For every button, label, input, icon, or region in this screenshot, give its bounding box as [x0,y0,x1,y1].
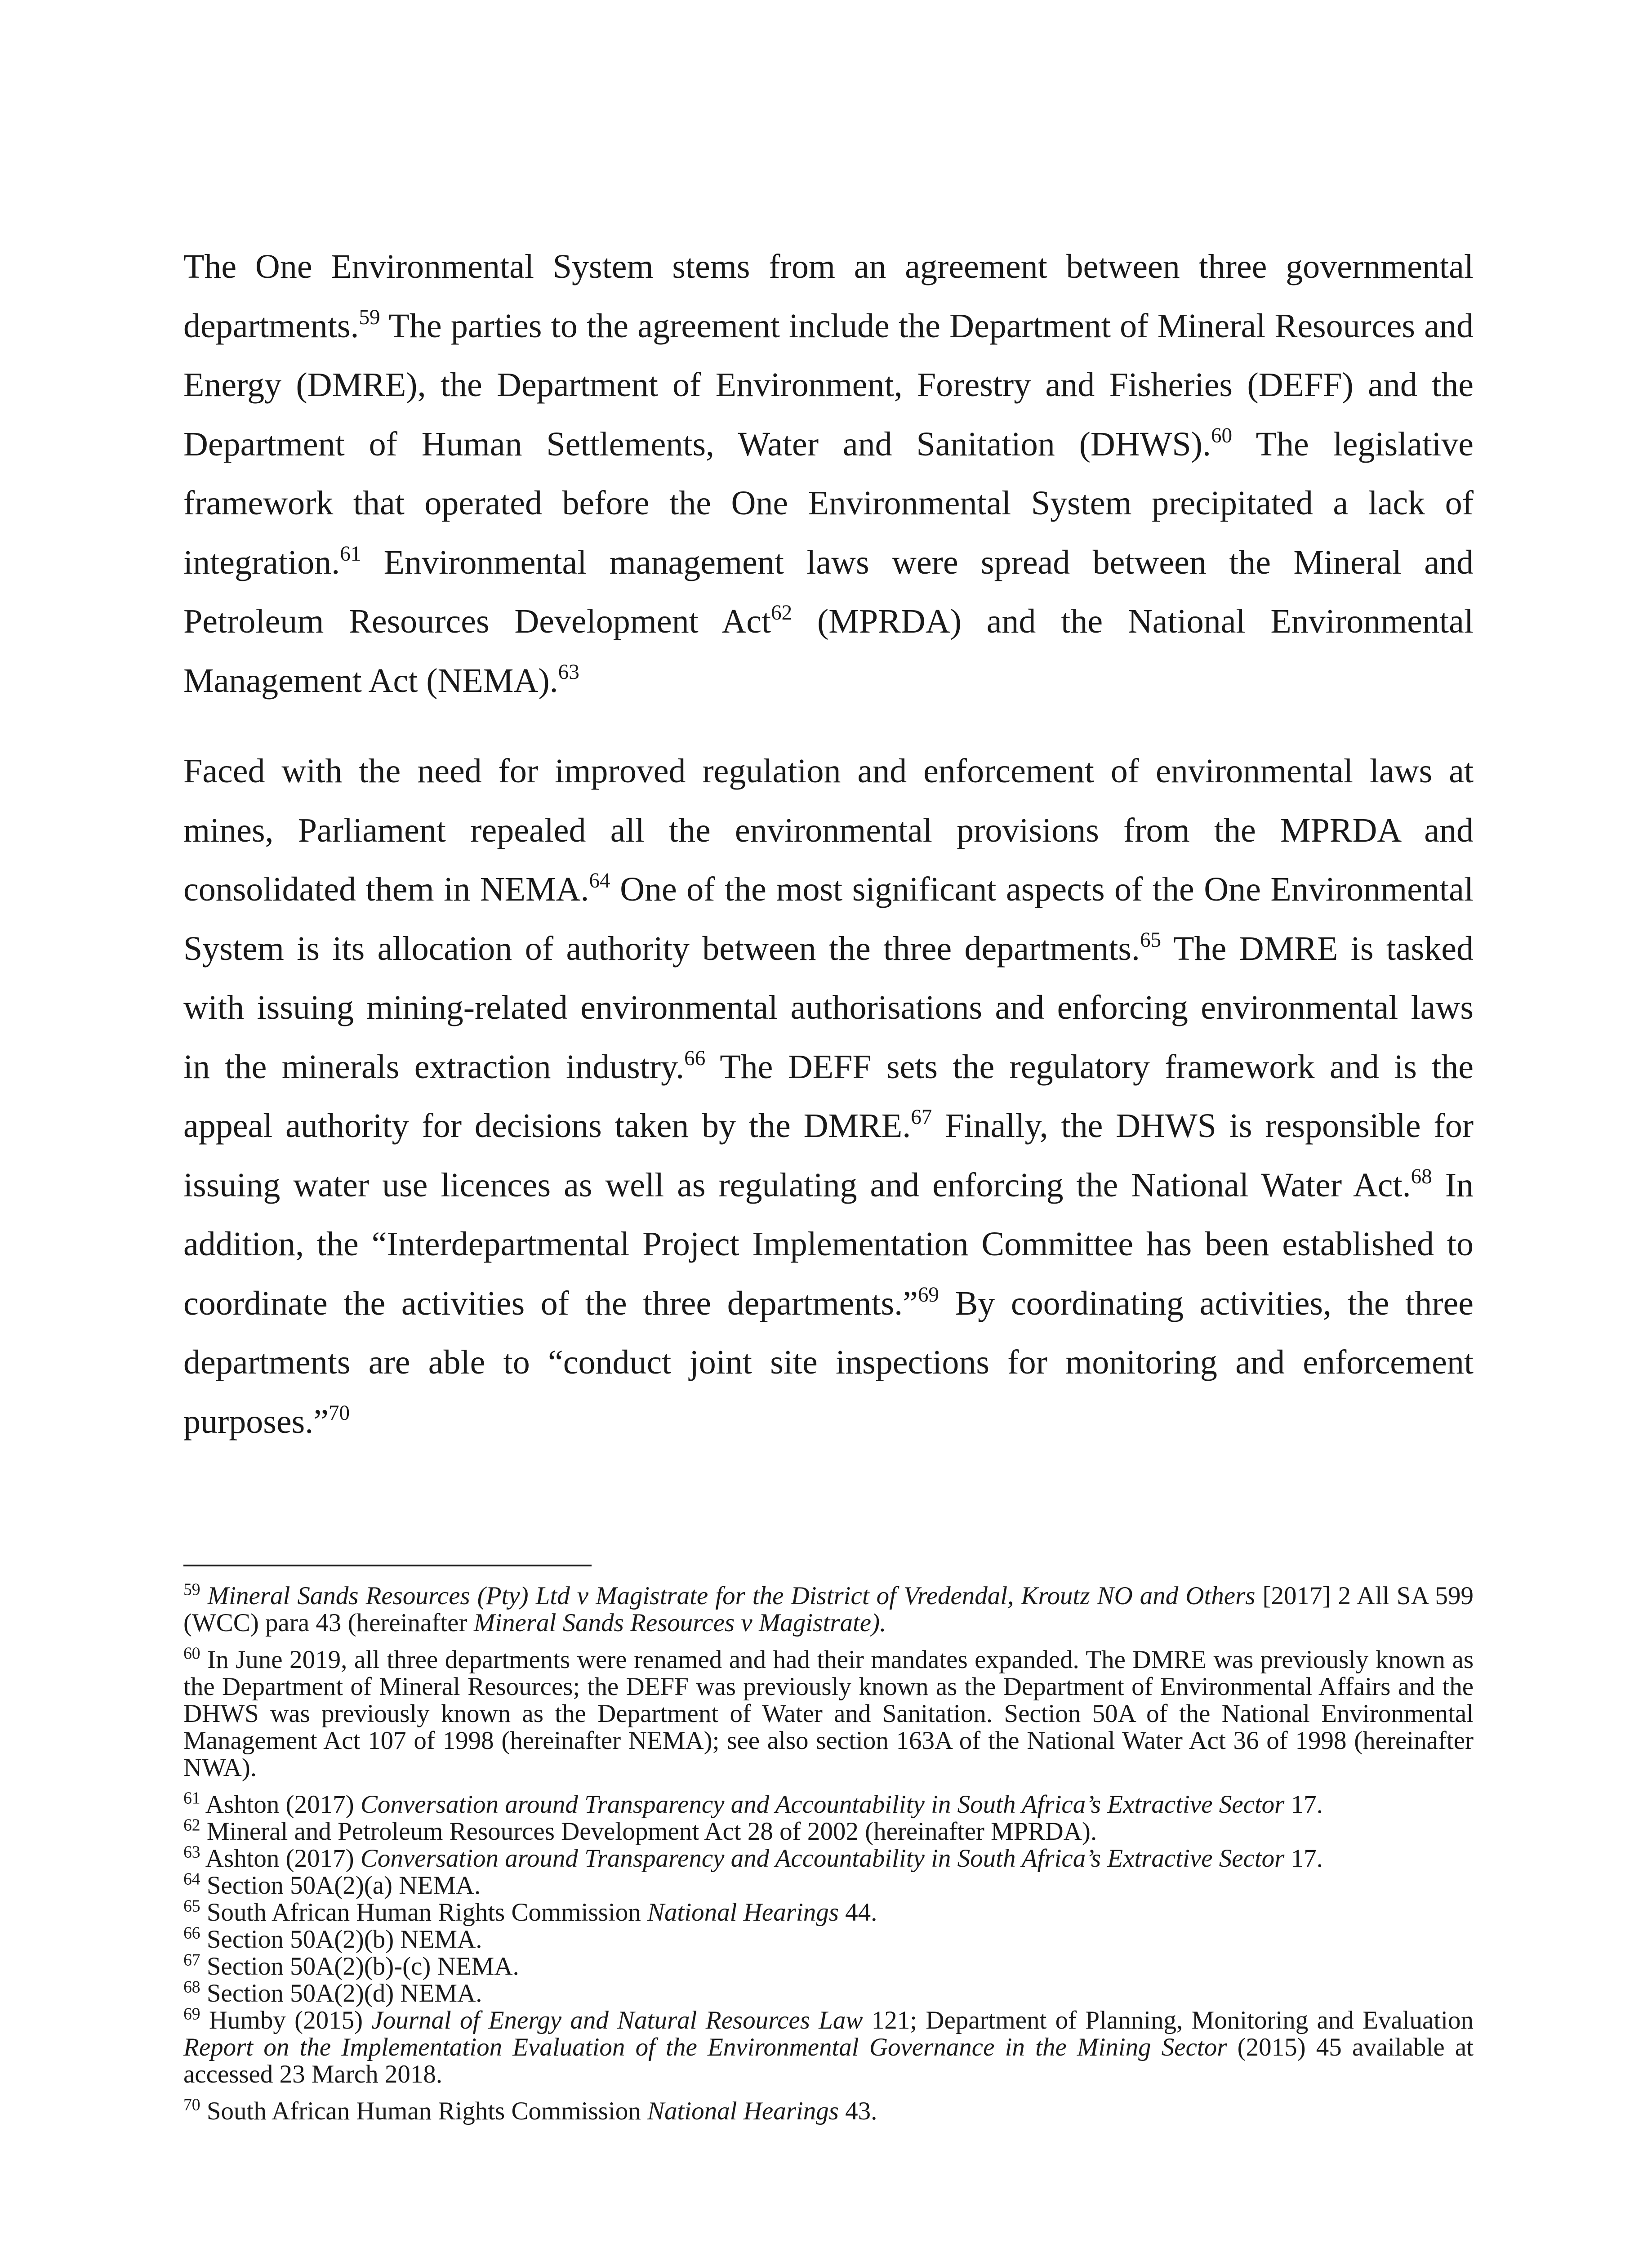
footnote-68 [183,1977,1474,2007]
text-run: Section 50A(2)(b) NEMA. [206,1925,482,1954]
italic-text: Conversation around Transparency and Accountability in South Africa’s Extractive Sector [360,1790,1285,1819]
footnote-60 [183,1646,1474,1781]
footnote-61 [183,1791,1474,1818]
footnote-reference: 60 [1211,424,1233,447]
text-run: 121; Department of Planning, Monitoring and Evaluation [863,2006,1474,2034]
footnote-number: 63 [183,1842,200,1862]
text-run: Environmental management laws were spread between the Mineral and Petroleum Resources Development Act [183,543,1474,640]
footnote-number: 67 [183,1950,200,1970]
footnote-65 [183,1896,1474,1927]
text-run: 43. [838,2097,877,2125]
footnote-reference: 67 [911,1105,932,1129]
footnote-reference: 61 [340,542,361,566]
footnote-69 [183,2004,1474,2088]
footnote-separator [183,1565,592,1566]
footnote-reference: 59 [359,305,380,329]
footnote-70 [183,2095,1474,2125]
text-run: Ashton (2017) [205,1790,361,1819]
footnote-59 [183,1580,1474,1637]
footnote-number: 59 [183,1580,200,1599]
footnote-reference: 66 [684,1046,706,1070]
text-run: (MPRDA) and the National Environmental Management Act (NEMA). [183,602,1474,700]
footnote-reference: 69 [917,1283,939,1307]
body-paragraph-2 [183,742,1474,1451]
text-run: Ashton (2017) [205,1844,361,1873]
text-run: South African Human Rights Commission [206,1898,647,1927]
italic-text: Conversation around Transparency and Accountability in South Africa’s Extractive Sector [360,1844,1285,1873]
footnote-number: 66 [183,1923,200,1943]
text-run: (2015) 45 available at accessed 23 March 2018. [183,2033,1474,2088]
footnote-number: 65 [183,1896,200,1916]
italic-text: Journal of Energy and Natural Resources Law [371,2006,863,2034]
text-run: The DMRE is tasked with issuing mining-related environmental authorisations and enforcing environmental laws in the minerals extraction industry. [183,929,1474,1086]
footnote-number: 68 [183,1977,200,1997]
footnote-62 [183,1815,1474,1846]
text-run: In addition, the “Interdepartmental Project Implementation Committee has been established to coordinate the activities of the three departments.” [183,1166,1474,1322]
text-run: The parties to the agreement include the Department of Mineral Resources and Energy (DMRE), the Department of Environment, Forestry and Fisheries (DEFF) and the Department of Human Settlements, Water and Sanitation (DHWS). [183,307,1474,463]
text-run: The legislative framework that operated before the One Environmental System precipitated a lack of integration. [183,425,1474,581]
footnote-number: 62 [183,1815,200,1835]
footnote-63 [183,1842,1474,1873]
footnote-reference: 64 [589,869,610,892]
footnote-number: 60 [183,1644,200,1663]
text-run: The One Environmental System stems from an agreement between three governmental departments. [183,248,1474,345]
footnote-reference: 62 [771,601,793,624]
footnote-number: 69 [183,2004,200,2024]
footnote-67 [183,1950,1474,1980]
text-run: The DEFF sets the regulatory framework and is the appeal authority for decisions taken by the DMRE. [183,1048,1474,1145]
footnote-number: 61 [183,1789,200,1808]
italic-text: National Hearings [647,2097,839,2125]
body-paragraph-1 [183,237,1474,710]
italic-text: Mineral Sands Resources v Magistrate). [473,1609,886,1637]
text-run: Mineral and Petroleum Resources Development Act 28 of 2002 (hereinafter MPRDA). [206,1817,1097,1846]
text-run: One of the most significant aspects of the One Environmental System is its allocation of authority between the three departments. [183,870,1474,968]
text-run: In June 2019, all three departments were renamed and had their mandates expanded. The DMRE was previously known as the Department of Mineral Resources; the DEFF was previously known as the Department of Environmental Affairs and the DHWS was previously known as the Department of Water and Sanitation. Section 50A of the National Environmental Management Act 107 of 1998 (hereinafter NEMA); see also section 163A of the National Water Act 36 of 1998 (hereinafter NWA). [183,1646,1474,1782]
italic-text: National Hearings [647,1898,839,1927]
footnote-number: 70 [183,2095,200,2114]
footnote-number: 64 [183,1869,200,1889]
text-run: 17. [1284,1844,1323,1873]
italic-text: Report on the Implementation Evaluation of the Environmental Governance in the Mining Sector [183,2033,1227,2061]
text-run: Section 50A(2)(a) NEMA. [206,1871,481,1900]
italic-text: Mineral Sands Resources (Pty) Ltd v Magistrate for the District of Vredendal, Kroutz NO and Others [207,1582,1256,1610]
text-run: Section 50A(2)(d) NEMA. [206,1979,482,2007]
text-run: Finally, the DHWS is responsible for issuing water use licences as well as regulating and enforcing the National Water Act. [183,1107,1474,1204]
text-run: By coordinating activities, the three departments are able to “conduct joint site inspections for monitoring and enforcement purposes.” [183,1284,1474,1441]
footnote-66 [183,1923,1474,1954]
text-run: [2017] 2 All SA 599 (WCC) para 43 (hereinafter [183,1582,1474,1637]
text-run: South African Human Rights Commission [206,2097,647,2125]
footnote-reference: 63 [558,660,579,684]
text-run: Section 50A(2)(b)-(c) NEMA. [206,1952,519,1980]
footnote-reference: 65 [1140,928,1162,952]
text-run: Humby (2015) [209,2006,372,2034]
footnote-reference: 68 [1411,1164,1432,1188]
footnote-64 [183,1869,1474,1900]
footnotes [183,1580,1474,2125]
text-run: 17. [1284,1790,1323,1819]
text-run: 44. [838,1898,877,1927]
footnote-reference: 70 [328,1401,350,1425]
text-run: Faced with the need for improved regulation and enforcement of environmental laws at mines, Parliament repealed all the environmental provisions from the MPRDA and consolidated them in NEMA. [183,752,1474,908]
